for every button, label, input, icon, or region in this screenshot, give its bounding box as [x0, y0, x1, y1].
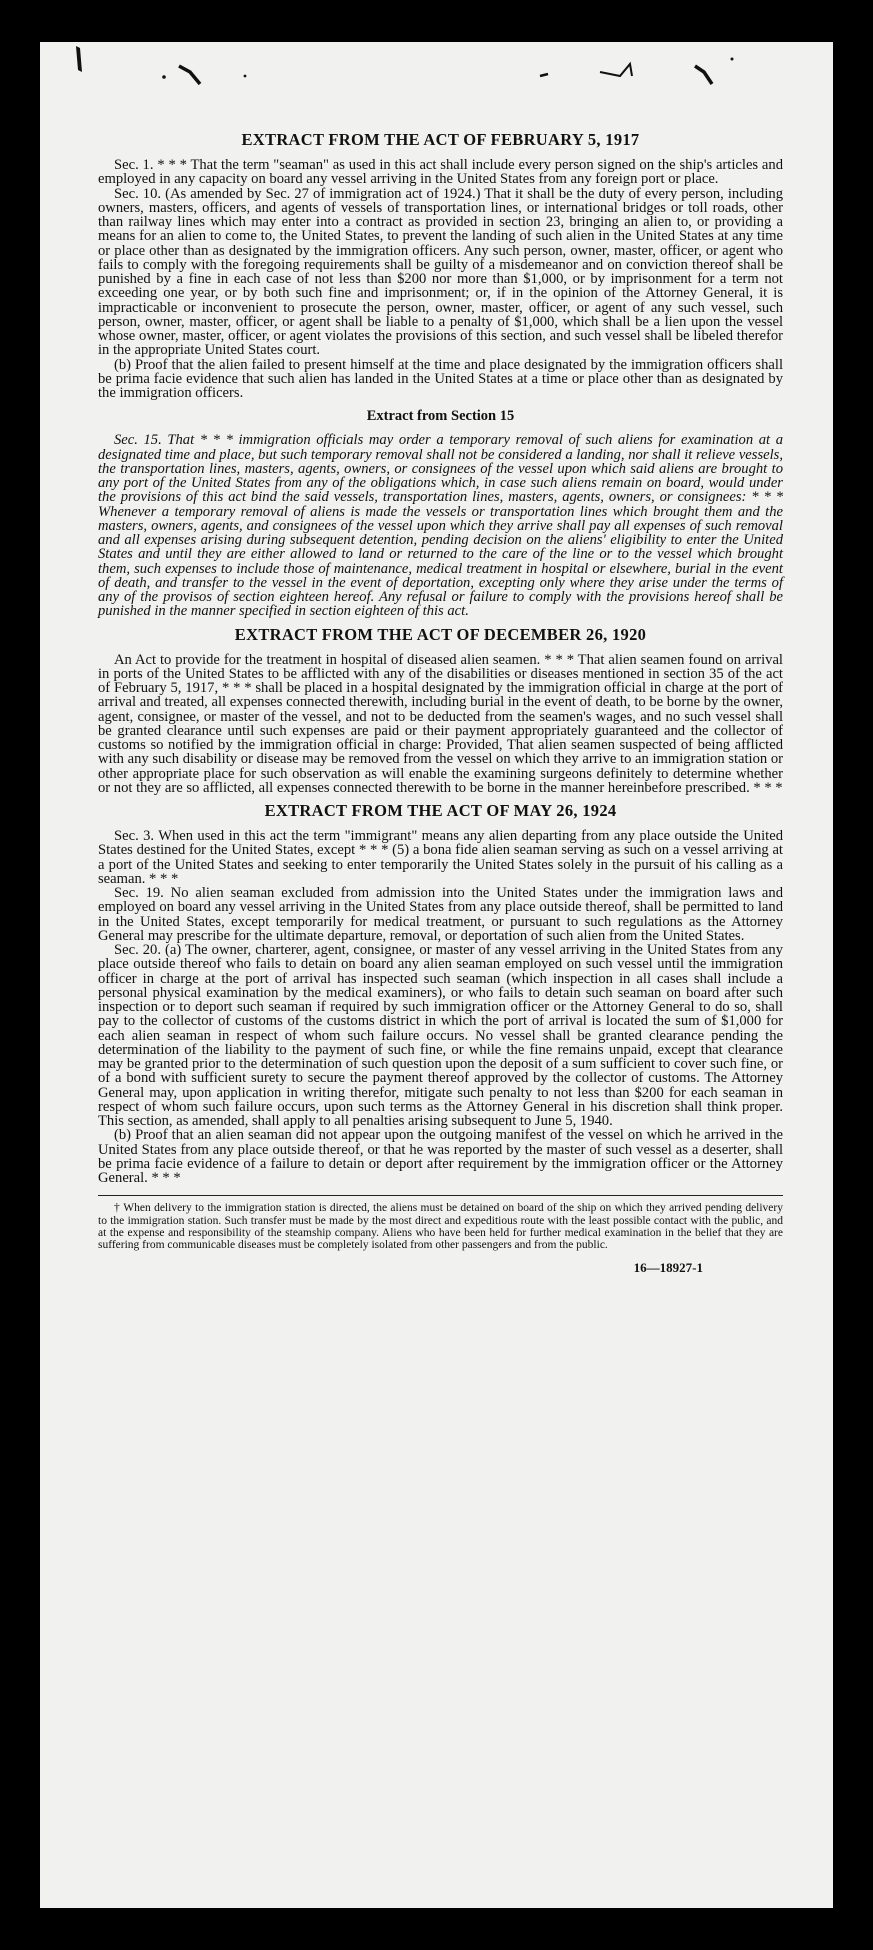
section-15-block	[98, 433, 783, 618]
form-number: 16—18927-1	[633, 1259, 703, 1275]
document-page	[40, 42, 833, 1908]
heading-act-1920: EXTRACT FROM THE ACT OF DECEMBER 26, 1920	[234, 624, 647, 644]
paragraph-act-1920: An Act to provide for the treatment in hospital of diseased alien seamen. * * * That alien seamen found on arrival in ports of the United States to be afflicted with any of the disabilities or diseases mentioned in section 35 of the act of February 5, 1917, * * * shall be placed in a hospital designated by the immigration official in charge at the port of arrival and treated, all expenses connected therewith, including burial in the event of death, to be borne by the owner, agent, consignee, or master of the vessel, and not to be deducted from the seamen's wages, and no such vessel shall be granted clearance until such expenses are paid or their payment appropriately guaranteed and the collector of customs so notified by the immigration official in charge: Provided, That alien seamen suspected of being afflicted with any such disability or disease may be removed from the vessel on which they arrive to an immigration station or other appropriate place for such observation as will enable the examining surgeons definitely to determine whether or not they are so afflicted, all expenses connected therewith to be borne in the manner hereinbefore prescribed. * * *	[98, 651, 783, 796]
section-act-1917	[98, 158, 783, 400]
paragraph-sec-15: Sec. 15. That * * * immigration officials may order a temporary removal of such aliens for examination at a designated time and place, but such temporary removal shall not be considered a landing, nor shall it relieve vessels, the transportation lines, masters, agents, owners, or consignees of the vessel upon which said aliens are brought to any port of the United States from any of the obligations which, in case such aliens remain on board, would under the provisions of this act bind the said vessels, transportation lines, masters, agents, owners, or consignees: * * * Whenever a temporary removal of aliens is made the vessels or transportation lines which brought them and the masters, owners, agents, and consignees of the vessel upon which they arrive shall pay all expenses of such removal and all expenses arising during subsequent detention, pending decision on the aliens' eligibility to enter the United States and until they are either allowed to land or returned to the care of the line or to the vessel which brought them, such expenses to include those of maintenance, medical treatment in hospital or elsewhere, burial in the event of death, and transfer to the vessel in the event of deportation, excepting only where they arise under the terms of any of the provisos of section eighteen hereof. Any refusal or failure to comply with the provisions hereof shall be punished in the manner specified in section eighteen of this act.	[98, 432, 783, 620]
heading-act-1917: EXTRACT FROM THE ACT OF FEBRUARY 5, 1917	[241, 130, 640, 149]
scan-marks	[40, 42, 833, 132]
paragraph-sec-10-b: (b) Proof that the alien failed to present himself at the time and place designated by the immigration officers shall be prima facie evidence that such alien has landed in the United States at a time or place other than as designated by the immigration officers.	[98, 356, 783, 401]
paragraph-sec-20-b: (b) Proof that an alien seaman did not appear upon the outgoing manifest of the vessel on which he arrived in the United States from any place outside thereof, or that he was reported by the master of such vessel as a deserter, shall be prima facie evidence of a failure to detain or deport after requirement by the immigration officer or the Attorney General. * * *	[98, 1127, 783, 1186]
section-act-1924	[98, 829, 783, 1185]
paragraph-sec-19: Sec. 19. No alien seaman excluded from admission into the United States under the immigration laws and employed on board any vessel arriving in the United States from any place outside thereof, shall be permitted to land in the United States, except temporarily for medical treatment, or pursuant to such regulations as the Attorney General may prescribe for the ultimate departure, removal, or deportation of such alien from the United States.	[98, 885, 783, 944]
paragraph-sec-1: Sec. 1. * * * That the term "seaman" as used in this act shall include every person signed on the ship's articles and employed in any capacity on board any vessel arriving in the United States from any foreign port or place.	[98, 157, 783, 188]
footnote	[98, 1202, 783, 1252]
heading-section-15: Extract from Section 15	[366, 408, 515, 425]
paragraph-sec-3: Sec. 3. When used in this act the term "immigrant" means any alien departing from any place outside the United States destined for the United States, except * * * (5) a bona fide alien seaman serving as such on a vessel arriving at a port of the United States and seeking to enter temporarily the United States solely in the pursuit of his calling as a seaman. * * *	[98, 828, 783, 887]
section-act-1920	[98, 653, 783, 796]
footnote-text: † When delivery to the immigration station is directed, the aliens must be detained on board of the ship on which they arrived pending delivery to the immigration station. Such transfer must be made by the most direct and expeditious route with the least possible contact with the public, and at the expense and responsibility of the steamship company. Aliens who have been held for further medical examination in the belief that they are suffering from communicable diseases must be completely isolated from other passengers and from the public.	[98, 1202, 783, 1252]
paragraph-sec-20-a: Sec. 20. (a) The owner, charterer, agent, consignee, or master of any vessel arriving in the United States from any place outside thereof who fails to detain on board any alien seaman employed on such vessel until the immigration officer in charge at the port of arrival has inspected such seaman (which inspection in all cases shall include a personal physical examination by the medical examiners), or who fails to detain such seaman on board after such inspection or to deport such seaman if required by such immigration officer or the Attorney General to do so, shall pay to the collector of customs of the customs district in which the port of arrival is located the sum of $1,000 for each alien seaman in respect of whom such failure occurs. No vessel shall be granted clearance pending the determination of the liability to the payment of such fine, or while the fine remains unpaid, except that clearance may be granted prior to the determination of such question upon the deposit of a sum sufficient to cover such fine, or of a bond with sufficient surety to secure the payment thereof approved by the collector of customs. The Attorney General may, upon application in writing therefor, mitigate such penalty to not less than $200 for each seaman in respect of whom such failure occurs, upon such terms as the Attorney General in his discretion shall think proper. This section, as amended, shall apply to all penalties arising subsequent to June 5, 1940.	[98, 942, 783, 1129]
footnote-divider	[98, 1195, 783, 1196]
paragraph-sec-10: Sec. 10. (As amended by Sec. 27 of immigration act of 1924.) That it shall be the duty of every person, including owners, masters, officers, and agents of vessels of transportation lines, or international bridges or toll roads, other than railway lines which may enter into a contract as provided in section 23, bringing an alien to, or providing a means for an alien to come to, the United States, to prevent the landing of such alien in the United States at any time or place other than as designated by the immigration officers. Any such person, owner, master, officer, or agent who fails to comply with the foregoing requirements shall be guilty of a misdemeanor and on conviction thereof shall be punished by a fine in each case of not less than $200 nor more than $1,000, or by imprisonment for a term not exceeding one year, or by both such fine and imprisonment; or, if in the opinion of the Attorney General, it is impracticable or inconvenient to prosecute the person, owner, master, officer, or agent of any such vessel, such person, owner, master, officer, or agent shall be liable to a penalty of $1,000, which shall be a lien upon the vessel whose owner, master, officer, or agent violates the provisions of this section, and such vessel shall be libeled therefor in the appropriate United States court.	[98, 185, 783, 359]
heading-act-1924: EXTRACT FROM THE ACT OF MAY 26, 1924	[264, 801, 617, 820]
